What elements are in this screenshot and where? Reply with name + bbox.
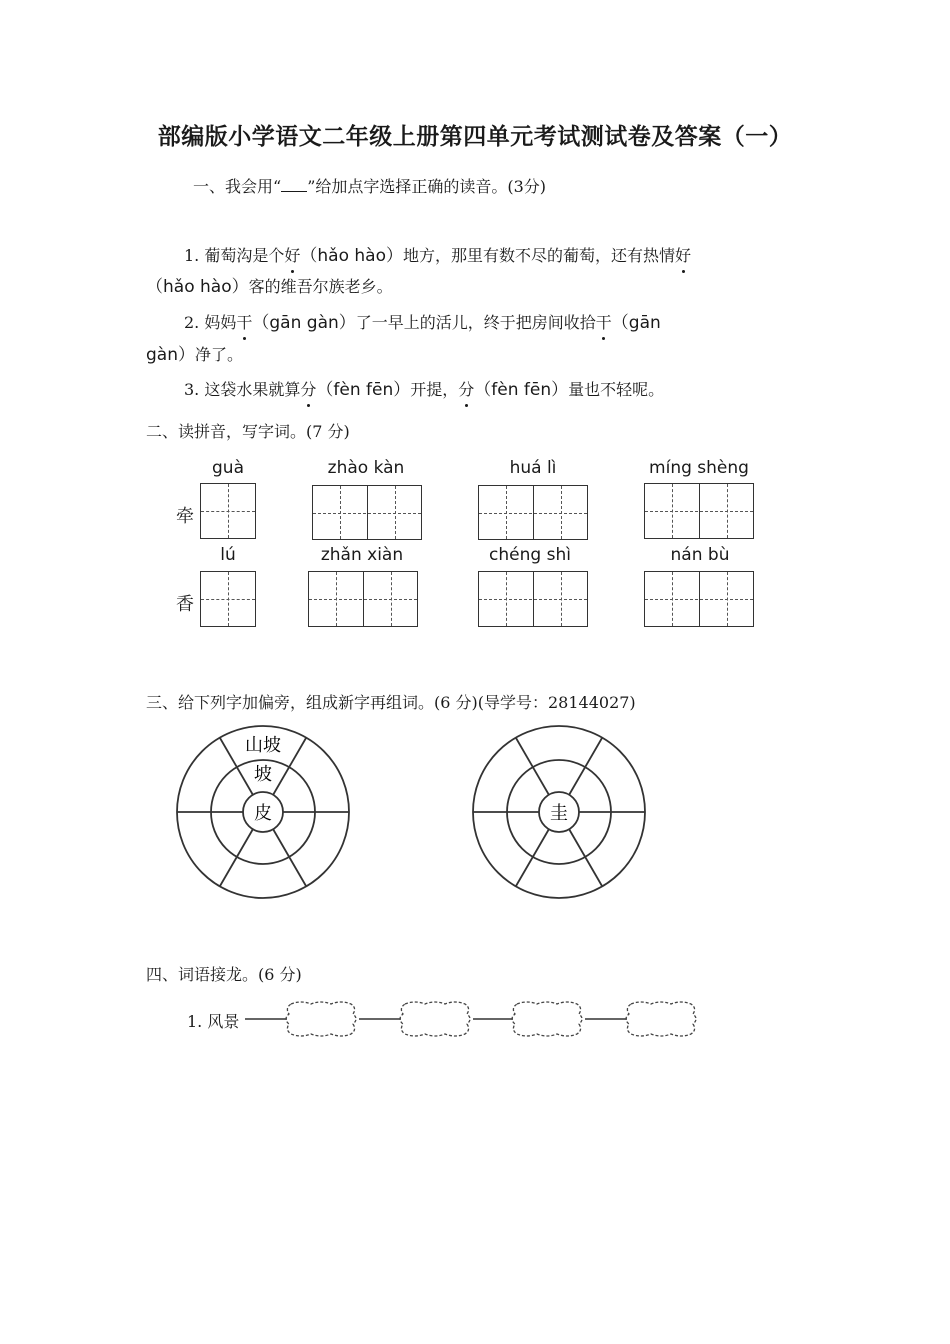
writing-grid-1char[interactable] — [200, 483, 256, 539]
radical-wheel-1[interactable] — [170, 722, 360, 904]
question-3 — [184, 375, 664, 400]
pinyin-label: nán bù — [670, 545, 730, 565]
question-2-line1 — [184, 308, 661, 333]
question-text: 开提， — [410, 380, 459, 399]
pinyin-options[interactable]: （fèn fēn） — [474, 380, 569, 400]
given-character: 牵 — [176, 506, 194, 527]
page-title: 部编版小学语文二年级上册第四单元考试测试卷及答案（一） — [157, 124, 793, 150]
pinyin-label: lú — [220, 545, 236, 565]
question-text: 量也不轻呢。 — [568, 380, 665, 399]
given-character: 香 — [176, 594, 194, 615]
dotted-character: 好 — [675, 243, 691, 266]
section1-heading-pre: 一、我会用“ — [193, 177, 282, 196]
section1-heading-post: ”给加点字选择正确的读音。(3分) — [307, 177, 547, 196]
radical-wheel-2[interactable] — [467, 722, 657, 904]
pinyin-label: míng shèng — [649, 458, 749, 478]
wheel-center-character: 圭 — [550, 803, 568, 824]
question-text: 妈妈 — [204, 313, 237, 332]
question-number: 1. — [187, 1012, 203, 1031]
section1-heading — [193, 174, 546, 197]
pinyin-options[interactable]: （hǎo hào） — [300, 246, 403, 266]
answer-cloud-box[interactable] — [286, 1002, 356, 1036]
writing-grid-1char[interactable] — [200, 571, 256, 627]
question-text: 这袋水果就算 — [204, 380, 301, 399]
pinyin-label: chéng shì — [489, 545, 571, 565]
pinyin-label: huá lì — [509, 458, 557, 478]
section4-heading: 四、词语接龙。(6 分) — [146, 965, 302, 984]
answer-cloud-box[interactable] — [512, 1002, 582, 1036]
section3-heading: 三、给下列字加偏旁，组成新字再组词。(6 分)(导学号：28144027) — [146, 693, 636, 712]
question-text: 了一早上的活儿，终于把房间收拾 — [355, 313, 596, 332]
answer-cloud-box[interactable] — [400, 1002, 470, 1036]
pinyin-options[interactable]: gàn） — [146, 345, 195, 365]
chain-start-word: 风景 — [207, 1012, 240, 1031]
question-number: 3. — [184, 380, 200, 399]
wheel-outer-word: 山坡 — [245, 735, 281, 756]
writing-grid-2char[interactable] — [478, 571, 588, 627]
question-2-line2 — [146, 340, 243, 365]
dotted-character: 干 — [236, 310, 252, 333]
answer-cloud-box[interactable] — [626, 1002, 696, 1036]
pinyin-options[interactable]: （gān gàn） — [252, 313, 356, 333]
pinyin-options[interactable]: （fèn fēn） — [316, 380, 411, 400]
question-1-line1 — [184, 241, 691, 266]
writing-grid-2char[interactable] — [644, 571, 754, 627]
writing-grid-2char[interactable] — [478, 485, 588, 540]
answer-blank-sample — [281, 177, 307, 192]
dotted-character: 好 — [284, 243, 300, 266]
writing-grid-2char[interactable] — [308, 571, 418, 627]
question-1-line2 — [146, 272, 393, 297]
dotted-character: 分 — [300, 377, 316, 400]
wheel-middle-character: 坡 — [254, 764, 272, 785]
pinyin-options[interactable]: （hǎo hào） — [146, 277, 249, 297]
dotted-character: 分 — [458, 377, 474, 400]
question-number: 1. — [184, 246, 200, 265]
question-text: 客的维吾尔族老乡。 — [248, 277, 393, 296]
question-text: 净了。 — [194, 345, 243, 364]
question-number: 2. — [184, 313, 200, 332]
word-chain — [245, 998, 705, 1040]
pinyin-label: guà — [212, 458, 244, 478]
writing-grid-2char[interactable] — [312, 485, 422, 540]
pinyin-label: zhǎn xiàn — [320, 545, 404, 565]
wheel-center-character: 皮 — [254, 803, 272, 824]
section2-heading: 二、读拼音，写字词。(7 分) — [146, 422, 350, 441]
chain-question-1 — [187, 1009, 239, 1032]
pinyin-label: zhào kàn — [327, 458, 405, 478]
writing-grid-2char[interactable] — [644, 483, 754, 539]
question-text: 地方，那里有数不尽的葡萄，还有热情 — [402, 246, 675, 265]
pinyin-options[interactable]: （gān — [611, 313, 661, 333]
question-text: 葡萄沟是个 — [204, 246, 285, 265]
dotted-character: 干 — [596, 310, 612, 333]
